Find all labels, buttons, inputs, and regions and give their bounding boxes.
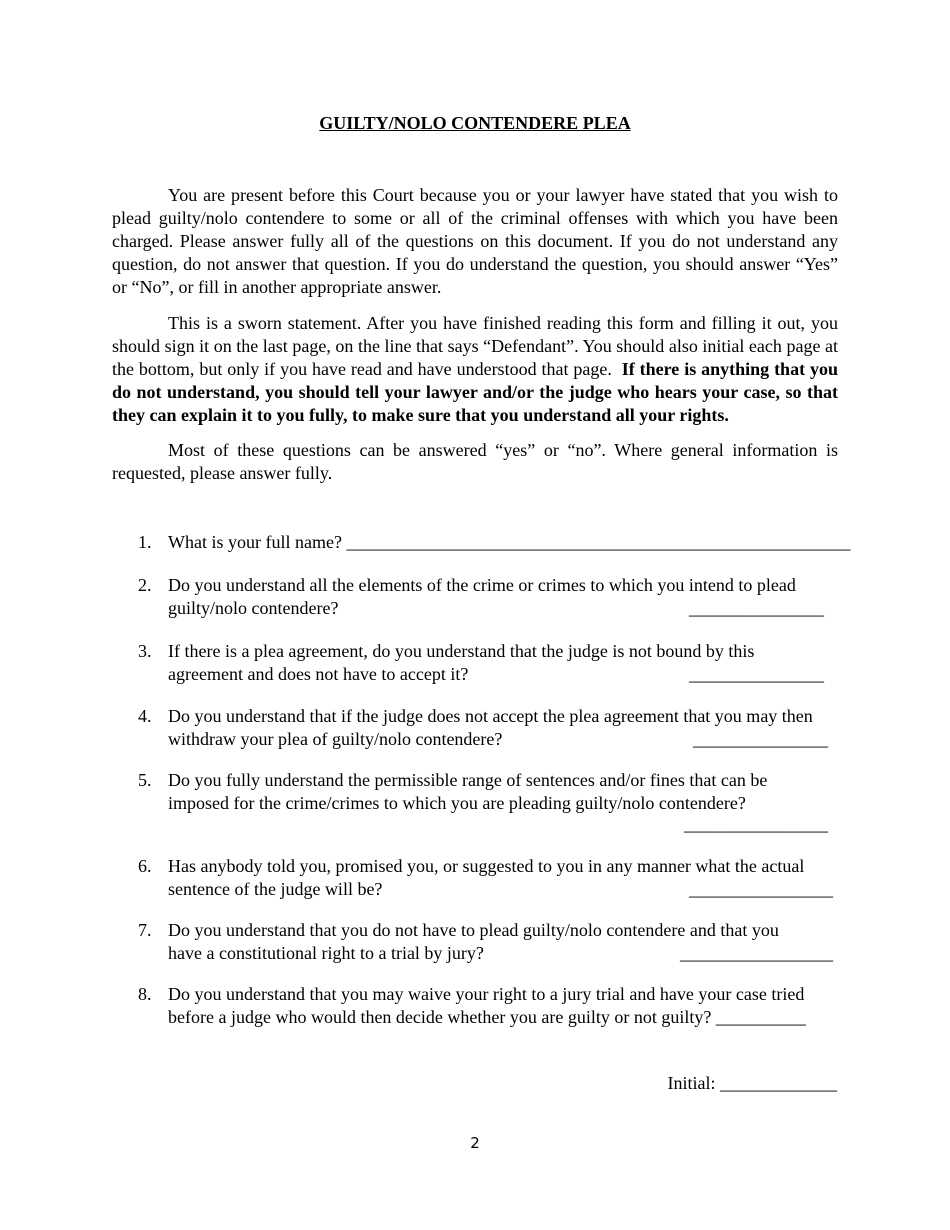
question-line-1: Do you understand all the elements of the crime or crimes to which you intend to plead: [168, 575, 796, 595]
answer-blank[interactable]: _______________: [689, 664, 824, 684]
answer-blank[interactable]: _________________: [680, 943, 833, 963]
question-line-1: Has anybody told you, promised you, or suggested to you in any manner what the actual: [168, 856, 805, 876]
answer-blank[interactable]: _______________: [689, 598, 824, 618]
question-line-1: If there is a plea agreement, do you understand that the judge is not bound by this: [168, 641, 755, 661]
question-line-2[interactable]: before a judge who would then decide whether you are guilty or not guilty? __________: [168, 1007, 806, 1027]
sworn-statement-text: This is a sworn statement. After you have finished reading this form and filling it out, you should sign it on the last page, on the line that says “Defendant”. You should also initial each page at the bottom, but only if you have read and have understood that page.: [112, 313, 838, 379]
question-line-1: Do you fully understand the permissible range of sentences and/or fines that can be: [168, 770, 768, 790]
question-line-1: Do you understand that you do not have to plead guilty/nolo contendere and that you: [168, 920, 779, 940]
question-text[interactable]: What is your full name? ________________________________________________________: [168, 532, 851, 552]
question-number: 8.: [138, 984, 152, 1004]
page-title: GUILTY/NOLO CONTENDERE PLEA: [319, 113, 631, 133]
question-text: [168, 983, 838, 1029]
intro-paragraph: You are present before this Court because you or your lawyer have stated that you wish to plead guilty/nolo contendere to some or all of the criminal offenses with which you have been charged. Please answer fully all of the questions on this document. If you do not understand any question, do not answer that question. If you do understand the question, you should answer “Yes” or “No”, or fill in another appropriate answer.: [112, 185, 838, 297]
answer-blank[interactable]: ________________: [684, 814, 828, 834]
question-number: 6.: [138, 856, 152, 876]
question-line-1: Do you understand that if the judge does not accept the plea agreement that you may then: [168, 706, 813, 726]
answer-blank[interactable]: _______________: [693, 729, 828, 749]
question-line-2: agreement and does not have to accept it?: [168, 664, 469, 684]
question-line-2: sentence of the judge will be?: [168, 879, 383, 899]
question-number: 4.: [138, 706, 152, 726]
question-number: 5.: [138, 770, 152, 790]
answer-blank[interactable]: ________________: [689, 879, 833, 899]
question-line-2: withdraw your plea of guilty/nolo contendere?: [168, 729, 503, 749]
question-line-2: have a constitutional right to a trial by jury?: [168, 943, 484, 963]
question-line-2: imposed for the crime/crimes to which you are pleading guilty/nolo contendere?: [168, 793, 746, 813]
question-text: [168, 769, 838, 815]
question-line-1: Do you understand that you may waive your right to a jury trial and have your case tried: [168, 984, 805, 1004]
question-number: 3.: [138, 641, 152, 661]
page-number: 2: [470, 1134, 480, 1152]
question-number: 1.: [138, 532, 152, 552]
answer-instructions-paragraph: Most of these questions can be answered “yes” or “no”. Where general information is requested, please answer fully.: [112, 440, 838, 483]
sworn-statement-paragraph: [112, 312, 838, 427]
question-number: 7.: [138, 920, 152, 940]
question-line-2: guilty/nolo contendere?: [168, 598, 339, 618]
initial-field[interactable]: Initial: _____________: [667, 1073, 837, 1093]
rights-warning-text: If there is anything that you do not understand, you should tell your lawyer and/or the judge who hears your case, so that they can explain it to you fully, to make sure that you understand all your rights.: [112, 359, 838, 425]
question-number: 2.: [138, 575, 152, 595]
